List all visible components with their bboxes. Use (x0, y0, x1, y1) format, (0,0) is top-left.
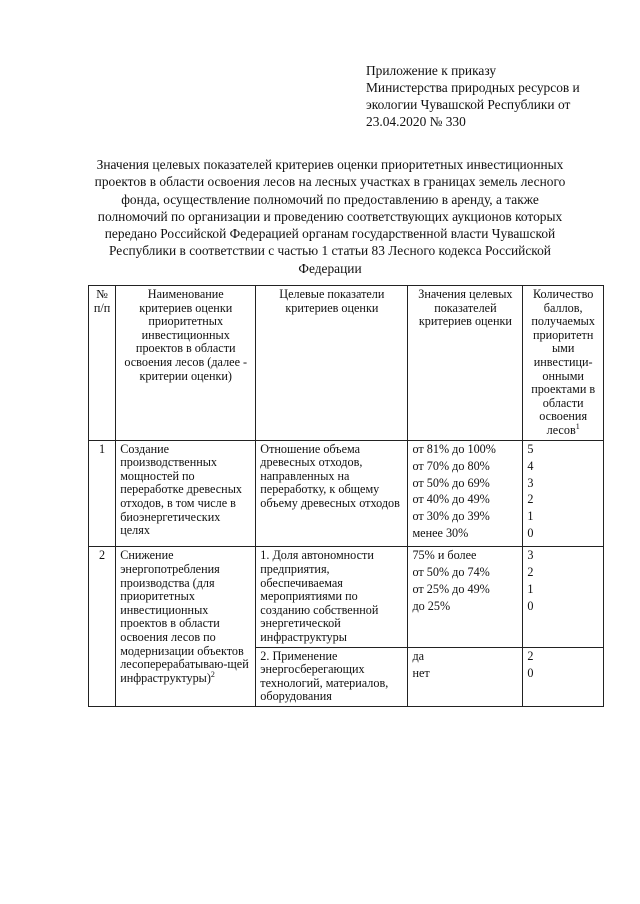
header-points-cell (523, 286, 604, 441)
value-item: нет (412, 665, 430, 680)
value-item: от 81% до 100% (412, 441, 496, 456)
row1-values (408, 440, 523, 547)
document-title (60, 156, 600, 277)
header-values: Значения целевых показателей критериев оценки (408, 286, 523, 441)
points-item: 3 (527, 475, 534, 490)
footnote-marker: 1 (575, 421, 580, 431)
appendix-line: 23.04.2020 № 330 (366, 114, 466, 129)
header-criteria: Наименование критериев оценки приоритетных инвестиционных проектов в области освоения лесов (далее - критерии оценки) (116, 286, 256, 441)
appendix-line: Министерства природных ресурсов и (366, 80, 580, 95)
criteria-table (88, 285, 604, 707)
row2-criteria: Снижение энергопотребления производства (для приоритетных инвестиционных проектов в области освоения лесов по модернизации объектов лесоперерабатываю-щей инфраструктуры) (120, 548, 249, 685)
row2-target-a: 1. Доля автономности предприятия, обеспечиваемая мероприятиями по созданию собственной энергетической инфраструктуры (256, 547, 408, 647)
points-item: 0 (527, 526, 534, 541)
table-header-row (89, 286, 604, 441)
points-item: 0 (527, 599, 534, 614)
title-line: Республики в соответствии с частью 1 статьи 83 Лесного кодекса Российской (109, 243, 551, 259)
title-line: фонда, осуществление полномочий по предоставлению в аренду, а также (121, 191, 539, 207)
title-line: Федерации (298, 260, 362, 276)
value-item: от 70% до 80% (412, 458, 490, 473)
row2-criteria-cell (116, 547, 256, 707)
footnote-marker: 2 (210, 669, 215, 679)
row2-values-b (408, 647, 523, 706)
value-item: от 40% до 49% (412, 492, 490, 507)
appendix-note (366, 62, 628, 130)
row1-num: 1 (89, 440, 116, 547)
appendix-line: Приложение к приказу (366, 63, 497, 78)
row2-points-b (523, 647, 604, 706)
value-item: от 30% до 39% (412, 509, 490, 524)
title-line: Значения целевых показателей критериев оценки приоритетных инвестиционных (96, 157, 564, 172)
row2-target-b: 2. Применение энергосберегающих технологий, материалов, оборудования (256, 647, 408, 706)
title-line: полномочий по организации и проведению соответствующих аукционов которых (97, 208, 563, 224)
row1-target: Отношение объема древесных отходов, направленных на переработку, к общему объему древесных отходов (256, 440, 408, 547)
table-row (89, 440, 604, 547)
value-item: 75% и более (412, 548, 477, 563)
row1-points (523, 440, 604, 547)
value-item: менее 30% (412, 526, 469, 541)
header-points: Количество баллов, получаемых приоритетн ыми инвестици-онными проектами в области освоения лесов (531, 287, 596, 437)
points-item: 2 (527, 565, 534, 580)
row2-num: 2 (89, 547, 116, 707)
points-item: 2 (527, 492, 534, 507)
points-item: 2 (527, 648, 534, 663)
points-item: 0 (527, 665, 534, 680)
row2-values-a (408, 547, 523, 647)
title-line: проектов в области освоения лесов на лесных участках в границах земель лесного (94, 174, 566, 190)
points-item: 3 (527, 548, 534, 563)
appendix-line: экологии Чувашской Республики от (366, 97, 571, 112)
points-item: 1 (527, 509, 534, 524)
row1-criteria: Создание производственных мощностей по переработке древесных отходов, в том числе в биоэнергетических целях (116, 440, 256, 547)
value-item: от 50% до 69% (412, 475, 490, 490)
title-line: передано Российской Федерацией органам государственной власти Чувашской (104, 226, 556, 242)
header-targets: Целевые показатели критериев оценки (256, 286, 408, 441)
value-item: до 25% (412, 599, 451, 614)
points-item: 1 (527, 582, 534, 597)
value-item: от 50% до 74% (412, 565, 490, 580)
row2-points-a (523, 547, 604, 647)
value-item: от 25% до 49% (412, 582, 490, 597)
points-item: 4 (527, 458, 534, 473)
points-item: 5 (527, 441, 534, 456)
table-row (89, 547, 604, 647)
value-item: да (412, 648, 425, 663)
header-num: № п/п (89, 286, 116, 441)
